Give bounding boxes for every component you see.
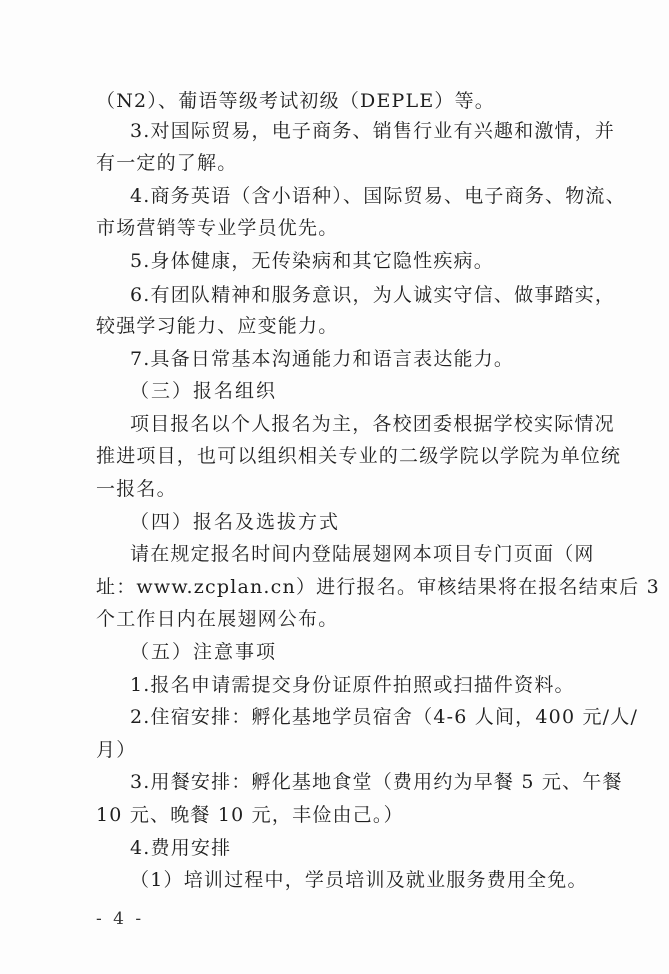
text-line: 个工作日内在展翅网公布。 [96, 608, 339, 630]
text-line: 推进项目，也可以组织相关专业的二级学院以学院为单位统 [96, 445, 622, 467]
text-line: 2.住宿安排：孵化基地学员宿舍（4-6 人间，400 元/人/ [130, 706, 639, 728]
text-line: 7.具备日常基本沟通能力和语言表达能力。 [130, 348, 515, 370]
text-line: 较强学习能力、应变能力。 [96, 315, 339, 337]
text-line: 有一定的了解。 [96, 152, 238, 174]
text-line: 请在规定报名时间内登陆展翅网本项目专门页面（网 [130, 543, 595, 565]
text-line: 址：www.zcplan.cn）进行报名。审核结果将在报名结束后 3 [96, 576, 660, 598]
text-line: 一报名。 [96, 478, 177, 500]
section-heading-notes: （五）注意事项 [130, 641, 278, 663]
text-line: 1.报名申请需提交身份证原件拍照或扫描件资料。 [130, 674, 575, 696]
text-line: 项目报名以个人报名为主，各校团委根据学校实际情况 [130, 413, 615, 435]
text-line: 3.用餐安排：孵化基地食堂（费用约为早餐 5 元、午餐 [130, 771, 623, 793]
text-line: （1）培训过程中，学员培训及就业服务费用全免。 [130, 869, 588, 891]
text-line: 3.对国际贸易，电子商务、销售行业有兴趣和激情，并 [130, 120, 616, 142]
text-line: 4.商务英语（含小语种）、国际贸易、电子商务、物流、 [130, 185, 626, 207]
text-line: 5.身体健康，无传染病和其它隐性疾病。 [130, 250, 494, 272]
text-line: 月） [96, 739, 137, 761]
page-number: - 4 - [96, 909, 145, 929]
text-line: 4.费用安排 [130, 837, 232, 859]
text-line: （N2）、葡语等级考试初级（DEPLE）等。 [96, 90, 495, 112]
section-heading-selection: （四）报名及选拔方式 [130, 511, 341, 533]
text-line: 10 元、晚餐 10 元，丰俭由己。） [96, 804, 404, 826]
text-line: 6.有团队精神和服务意识，为人诚实守信、做事踏实， [130, 284, 616, 306]
section-heading-registration: （三）报名组织 [130, 380, 278, 402]
text-line: 市场营销等专业学员优先。 [96, 217, 339, 239]
